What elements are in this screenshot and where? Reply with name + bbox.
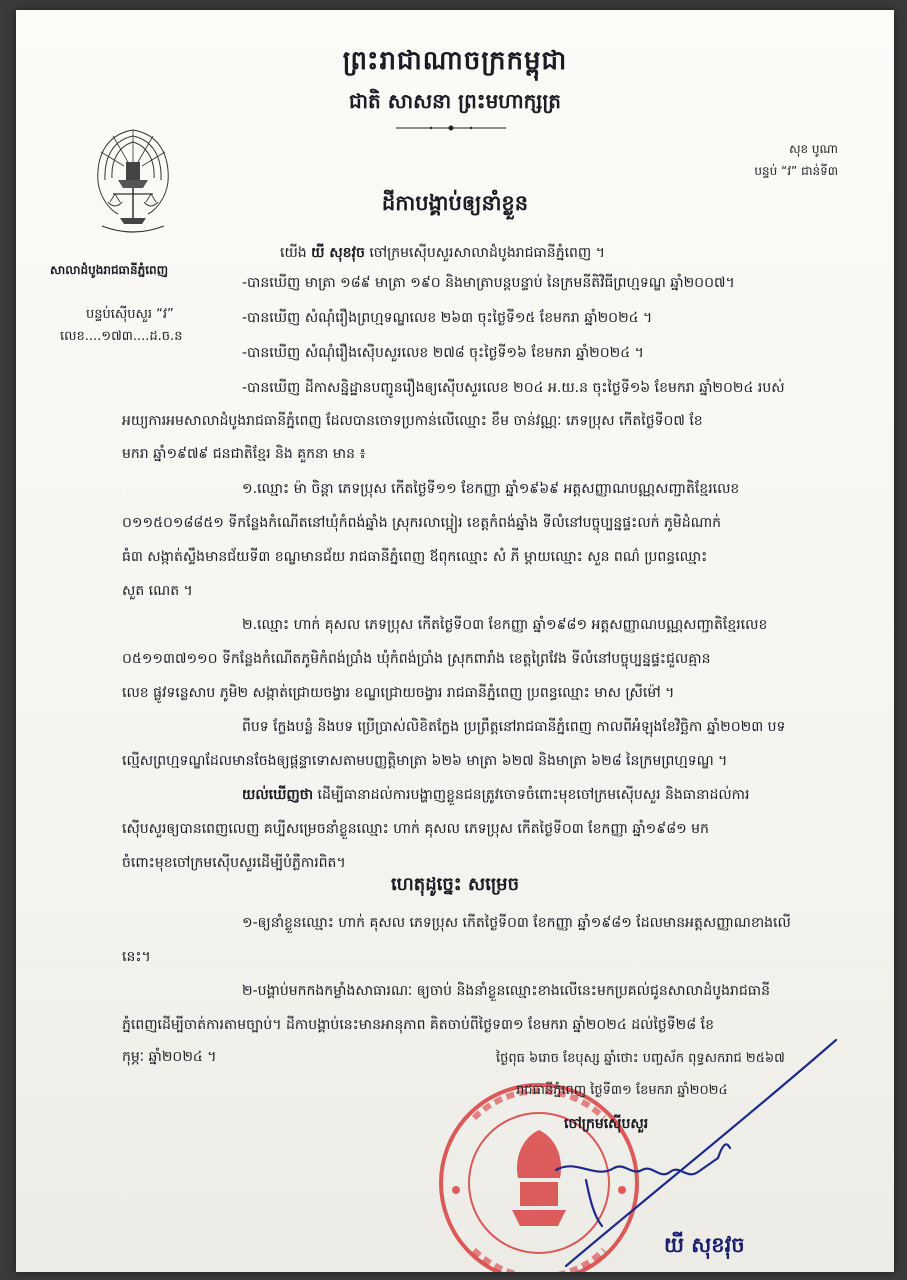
charge-line: ល្មើសព្រហ្មទណ្ឌដែលមានចែងឲ្យផ្ដន្ទាទោសតាមបញ្ញត្តិមាត្រា ៦២៦ មាត្រា ៦២៧ និងមាត្រា ៦២៨ នៃក្រមព្រហ្មទណ្ឌ ។ (122, 753, 728, 769)
charge-line: ពីបទ ក្លែងបន្លំ និងបទ ប្រើប្រាស់លិខិតក្លែង ប្រព្រឹត្តនៅរាជធានីភ្នំពេញ កាលពីអំឡុងខែវិច្ឆិកា ឆ្នាំ២០២៣ បទ (242, 719, 786, 735)
ornament-divider (396, 124, 506, 132)
right-meta-line1: សុខ បូណា (789, 142, 838, 156)
decision-item: ២-បង្គាប់មកកងកម្លាំងសាធារណៈ ឲ្យចាប់ និងនាំខ្លួនឈ្មោះខាងលើនេះមកប្រគល់ជូនសាលាដំបូងរាជធានី (242, 983, 770, 999)
solar-date: រាជធានីភ្នំពេញ ថ្ងៃទី៣១ ខែមករា ឆ្នាំ២០២៤ (516, 1083, 728, 1098)
document-title: ដីកាបង្គាប់ឲ្យនាំខ្លួន (381, 190, 529, 215)
office-label: បន្ទប់ស៊ើបសួរ “វ” (86, 307, 174, 322)
court-name: សាលាដំបូងរាជធានីភ្នំពេញ (50, 263, 169, 277)
signer-name: យី សុខវុច (664, 1232, 745, 1257)
decision-item: នេះ។ (122, 949, 151, 965)
intro-line (280, 242, 605, 264)
consider-label: យល់ឃើញថា (242, 787, 314, 803)
court-emblem-icon (88, 122, 178, 242)
reference-number: លេខ....១៧៣....ដ.ច.ន (60, 329, 183, 344)
accused-item: ២.ឈ្មោះ ហាក់ គុសល ភេទប្រុស កើតថ្ងៃទី០៣ ខែកញ្ញា ឆ្នាំ១៩៨១ អត្តសញ្ញាណបណ្ណសញ្ជាតិខ្មែរលេខ (242, 617, 768, 633)
consider-line (242, 784, 749, 806)
judge-name: យី សុខវុច (311, 245, 365, 261)
accused-item: សួត ណេត ។ (122, 583, 193, 599)
seen-line: -បានឃើញ ដីកាសន្និដ្ឋានបញ្ជូនរឿងឲ្យស៊ើបសួរលេខ ២០៤ អ.យ.ន ចុះថ្ងៃទី១៦ ខែមករា ឆ្នាំ២០២៤ របស់ (242, 380, 785, 396)
seen-line: -បានឃើញ មាត្រា ១៨៩ មាត្រា ១៩០ និងមាត្រាបន្តបន្ទាប់ នៃក្រមនីតិវិធីព្រហ្មទណ្ឌ ឆ្នាំ២០០៧។ (242, 275, 735, 291)
accused-item: ០១១៥០១៨៨៥១ ទីកន្លែងកំណើតនៅឃុំកំពង់ឆ្នាំង ស្រុករលាប្អៀរ ខេត្តកំពង់ឆ្នាំង ទីលំនៅបច្ចុប្បន្នផ្ទះលក់ ភូមិដំណាក់ (122, 515, 722, 531)
signer-title: ចៅក្រមស៊ើបសួរ (564, 1116, 649, 1132)
decision-item: កុម្ភៈ ឆ្នាំ២០២៤ ។ (122, 1049, 217, 1065)
accused-item: ០៥១១៣៧១១០ ទីកន្លែងកំណើតភូមិកំពង់ប្រាំង ឃុំកំពង់ប្រាំង ស្រុកពារាំង ខេត្តព្រៃវែង ទីលំនៅបច្ចុប្បន្នផ្ទះជួលគ្មាន (122, 651, 711, 667)
seen-line: -បានឃើញ សំណុំរឿងស៊ើបសួរលេខ ២៧៨ ចុះថ្ងៃទី១៦ ខែមករា ឆ្នាំ២០២៤ ។ (242, 345, 644, 361)
decision-heading: ហេតុដូច្នេះ សម្រេច (390, 874, 520, 895)
document-sheet (16, 10, 894, 1272)
national-motto: ជាតិ សាសនា ព្រះមហាក្សត្រ (349, 89, 561, 113)
seen-line: មករា ឆ្នាំ១៩៧៩ ជនជាតិខ្មែរ និង គួកនា មាន ៖ (122, 446, 366, 462)
decision-item: ១-ឲ្យនាំខ្លួនឈ្មោះ ហាក់ គុសល ភេទប្រុស កើតថ្ងៃទី០៣ ខែកញ្ញា ឆ្នាំ១៩៨១ ដែលមានអត្តសញ្ញាណខាងលើ (242, 915, 791, 931)
consider-line: ស៊ើបសួរឲ្យបានពេញលេញ គប្បីសម្រេចនាំខ្លួនឈ្មោះ ហាក់ គុសល ភេទប្រុស កើតថ្ងៃទី០៣ ខែកញ្ញា ឆ្នាំ១៩៨១ មក (122, 821, 709, 837)
lunar-date: ថ្ងៃពុធ ៦រោច ខែបុស្ស ឆ្នាំថោះ បញ្ចស័ក ពុទ្ធសករាជ ២៥៦៧ (496, 1051, 785, 1066)
seen-line: អយ្យការអមសាលាដំបូងរាជធានីភ្នំពេញ ដែលបានចោទប្រកាន់លើឈ្មោះ ខឹម ចាន់វណ្ណៈ ភេទប្រុស កើតថ្ងៃទី០៧ ខែ (122, 413, 703, 429)
consider-line: ចំពោះមុខចៅក្រមស៊ើបសួរដើម្បីបំភ្លឺការពិត។ (122, 855, 346, 871)
right-meta-line2: បន្ទប់ “វ” ជាន់ទី៣ (754, 164, 838, 178)
intro-prefix: យើង (280, 245, 307, 261)
accused-item: ធំ៣ សង្កាត់ស្ទឹងមានជ័យទី៣ ខណ្ឌមានជ័យ រាជធានីភ្នំពេញ ឪពុកឈ្មោះ សំ ភី ម្ដាយឈ្មោះ សួន ពណ៌ ប្រពន្ធឈ្មោះ (122, 549, 708, 565)
right-meta (754, 138, 838, 182)
intro-rest: ចៅក្រមស៊ើបសួរសាលាដំបូងរាជធានីភ្នំពេញ ។ (369, 245, 605, 261)
accused-item: ១.ឈ្មោះ ម៉ា ចិន្តា ភេទប្រុស កើតថ្ងៃទី១១ ខែកញ្ញា ឆ្នាំ១៩៦៩ អត្តសញ្ញាណបណ្ណសញ្ជាតិខ្មែរលេខ (242, 481, 740, 497)
accused-item: លេខ ផ្លូវទន្លេសាប ភូមិ២ សង្កាត់ជ្រោយចង្វារ ខណ្ឌជ្រោយចង្វារ រាជធានីភ្នំពេញ ប្រពន្ធឈ្មោះ មាស ស្រីម៉ៅ ។ (122, 685, 675, 701)
kingdom-heading: ព្រះរាជាណាចក្រកម្ពុជា (342, 46, 568, 76)
seen-line: -បានឃើញ សំណុំរឿងព្រហ្មទណ្ឌលេខ ២៦៣ ចុះថ្ងៃទី១៥ ខែមករា ឆ្នាំ២០២៤ ។ (242, 310, 653, 326)
consider-text: ដើម្បីធានាដល់ការបង្ហាញខ្លួនជនត្រូវចោទចំពោះមុខចៅក្រមស៊ើបសួរ និងធានាដល់ការ (317, 787, 750, 803)
decision-item: ភ្នំពេញដើម្បីចាត់ការតាមច្បាប់។ ដីកាបង្គាប់នេះមានអានុភាព គិតចាប់ពីថ្ងៃទ៣១ ខែមករា ឆ្នាំ២០២៤ ដល់ថ្ងៃទី២៨ ខែ (122, 1017, 714, 1033)
